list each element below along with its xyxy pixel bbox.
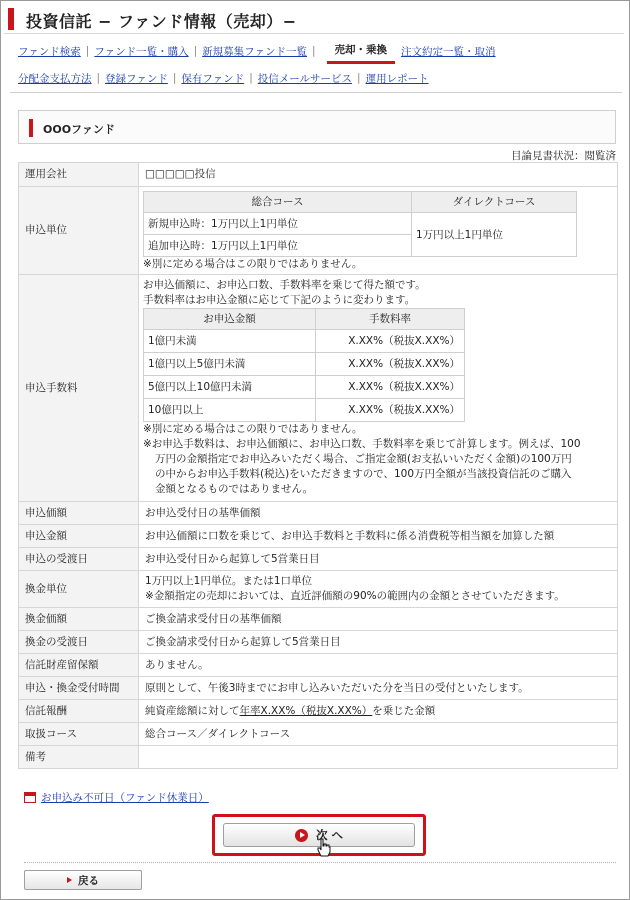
fee-note-2d: 金額となるものではありません。 xyxy=(155,483,314,495)
fee-tier-rate: X.XX%（税抜X.XX%） xyxy=(316,330,465,353)
row-value: ご換金請求受付日から起算して5営業日目 xyxy=(139,631,618,654)
nav-reports[interactable]: 運用レポート xyxy=(365,72,429,85)
row-value xyxy=(139,275,618,502)
nav-new-funds[interactable]: 新規募集ファンド一覧 xyxy=(202,45,307,58)
head-direct-course: ダイレクトコース xyxy=(412,192,577,213)
table-row xyxy=(19,746,618,769)
row-label: 信託財産留保額 xyxy=(19,654,139,677)
head-rate: 手数料率 xyxy=(316,309,465,330)
row-label: 申込の受渡日 xyxy=(19,548,139,571)
unit-new: 新規申込時：1万円以上1円単位 xyxy=(144,213,412,235)
table-row xyxy=(19,700,618,723)
fee-note-2c: の中からお申込手数料(税込)をいただきますので、100万円全額が当該投資信託のご購入 xyxy=(155,468,572,480)
fee-subtable xyxy=(143,308,465,422)
row-value: お申込受付日の基準価額 xyxy=(139,502,618,525)
row-value xyxy=(139,700,618,723)
row-label: 申込価額 xyxy=(19,502,139,525)
page-title: 投資信託 − ファンド情報（売却）− xyxy=(26,12,297,31)
head-general-course: 総合コース xyxy=(144,192,412,213)
unit-direct: 1万円以上1円単位 xyxy=(412,213,577,257)
row-value xyxy=(139,571,618,608)
closed-days-link[interactable] xyxy=(24,790,209,805)
fund-accent-bar xyxy=(29,119,33,137)
nav-mail-service[interactable]: 投信メールサービス xyxy=(257,72,353,85)
row-label: 取扱コース xyxy=(19,723,139,746)
trust-fee-post: を乗じた金額 xyxy=(372,704,436,717)
row-value: 原則として、午後3時までにお申し込みいただいた分を当日の受付といたします。 xyxy=(139,677,618,700)
redeem-unit-2: ※金額指定の売却においては、直近評価額の90%の範囲内の金額とさせていただきます。 xyxy=(145,590,565,602)
row-value: ありません。 xyxy=(139,654,618,677)
secondary-nav: 分配金支払方法 | 登録ファンド | 保有ファンド | 投信メールサービス | 運用レポート xyxy=(18,72,429,85)
fee-tier-rate: X.XX%（税抜X.XX%） xyxy=(316,353,465,376)
row-label: 換金価額 xyxy=(19,608,139,631)
fund-info-table xyxy=(18,162,618,769)
prospectus-status: 目論見書状況：閲覧済 xyxy=(511,150,616,162)
nav-order-list[interactable]: 注文約定一覧・取消 xyxy=(401,45,496,58)
table-row xyxy=(19,187,618,275)
table-row xyxy=(19,163,618,187)
row-value: お申込価額に口数を乗じて、お申込手数料と手数料に係る消費税等相当額を加算した額 xyxy=(139,525,618,548)
table-row xyxy=(19,677,618,700)
nav-fund-list[interactable]: ファンド一覧・購入 xyxy=(94,45,189,58)
trust-fee-rate: 年率X.XX%（税抜X.XX%） xyxy=(239,704,373,717)
back-button[interactable] xyxy=(24,870,142,890)
unit-note: ※別に定める場合はこの限りではありません。 xyxy=(143,258,363,270)
fee-intro-2: 手数料率はお申込金額に応じて下記のように変わります。 xyxy=(143,294,416,306)
table-row xyxy=(19,654,618,677)
fee-note-1: ※別に定める場合はこの限りではありません。 xyxy=(143,423,363,435)
row-value: 総合コース／ダイレクトコース xyxy=(139,723,618,746)
row-value xyxy=(139,746,618,769)
fee-tier-amount: 10億円以上 xyxy=(144,399,316,422)
redeem-unit-1: 1万円以上1円単位。または1口単位 xyxy=(145,575,313,587)
fund-name-box xyxy=(18,110,616,144)
next-button-label: 次 へ xyxy=(315,828,343,842)
row-label: 申込単位 xyxy=(19,187,139,275)
row-label: 申込・換金受付時間 xyxy=(19,677,139,700)
primary-nav: ファンド検索 | ファンド一覧・購入 | 新規募集ファンド一覧 | 売却・乗換 注文約定一覧・取消 xyxy=(18,40,618,62)
hand-cursor-icon xyxy=(316,838,332,858)
page-header xyxy=(4,4,624,34)
fee-tier-rate: X.XX%（税抜X.XX%） xyxy=(316,399,465,422)
row-label: 運用会社 xyxy=(19,163,139,187)
table-row xyxy=(19,525,618,548)
table-row xyxy=(19,571,618,608)
trust-fee-pre: 純資産総額に対して xyxy=(145,704,240,717)
unit-add: 追加申込時：1万円以上1円単位 xyxy=(144,235,412,257)
nav-held-funds[interactable]: 保有ファンド xyxy=(181,72,245,85)
header-accent-bar xyxy=(8,8,14,30)
fee-note-2a: ※お申込手数料は、お申込価額に、お申込口数、手数料率を乗じて計算します。例えば、100 xyxy=(143,438,581,450)
fund-name: OOOファンド xyxy=(43,123,115,136)
row-label: 備考 xyxy=(19,746,139,769)
row-value: お申込受付日から起算して5営業日目 xyxy=(139,548,618,571)
row-label: 信託報酬 xyxy=(19,700,139,723)
row-value: ご換金請求受付日の基準価額 xyxy=(139,608,618,631)
fee-tier-amount: 1億円以上5億円未満 xyxy=(144,353,316,376)
table-row xyxy=(19,608,618,631)
unit-subtable xyxy=(143,191,577,257)
nav-registered-funds[interactable]: 登録ファンド xyxy=(105,72,168,85)
row-label: 換金の受渡日 xyxy=(19,631,139,654)
table-row xyxy=(19,631,618,654)
row-value xyxy=(139,187,618,275)
footer-divider xyxy=(24,862,616,863)
back-button-label: 戻る xyxy=(78,874,99,887)
table-row xyxy=(19,502,618,525)
calendar-icon xyxy=(24,792,36,803)
row-value: □□□□□投信 xyxy=(139,163,618,187)
table-row xyxy=(19,275,618,502)
closed-days-link-text[interactable]: お申込み不可日（ファンド休業日） xyxy=(41,792,209,804)
row-label: 申込金額 xyxy=(19,525,139,548)
nav-divider xyxy=(10,92,622,93)
nav-fund-search[interactable]: ファンド検索 xyxy=(18,45,81,58)
fee-tier-rate: X.XX%（税抜X.XX%） xyxy=(316,376,465,399)
fee-note-2b: 万円の金額指定でお申込みいただく場合、ご指定金額(お支払いいただく金額)の100万円 xyxy=(155,453,572,465)
head-amount: お申込金額 xyxy=(144,309,316,330)
table-row xyxy=(19,723,618,746)
nav-sell-switch[interactable]: 売却・乗換 xyxy=(327,39,396,64)
fee-intro-1: お申込価額に、お申込口数、手数料率を乗じて得た額です。 xyxy=(143,279,426,291)
row-label: 換金単位 xyxy=(19,571,139,608)
play-icon xyxy=(295,829,308,842)
fee-tier-amount: 1億円未満 xyxy=(144,330,316,353)
arrow-right-icon xyxy=(67,877,72,883)
nav-dividend-method[interactable]: 分配金支払方法 xyxy=(18,72,92,85)
row-label: 申込手数料 xyxy=(19,275,139,502)
fee-tier-amount: 5億円以上10億円未満 xyxy=(144,376,316,399)
table-row xyxy=(19,548,618,571)
